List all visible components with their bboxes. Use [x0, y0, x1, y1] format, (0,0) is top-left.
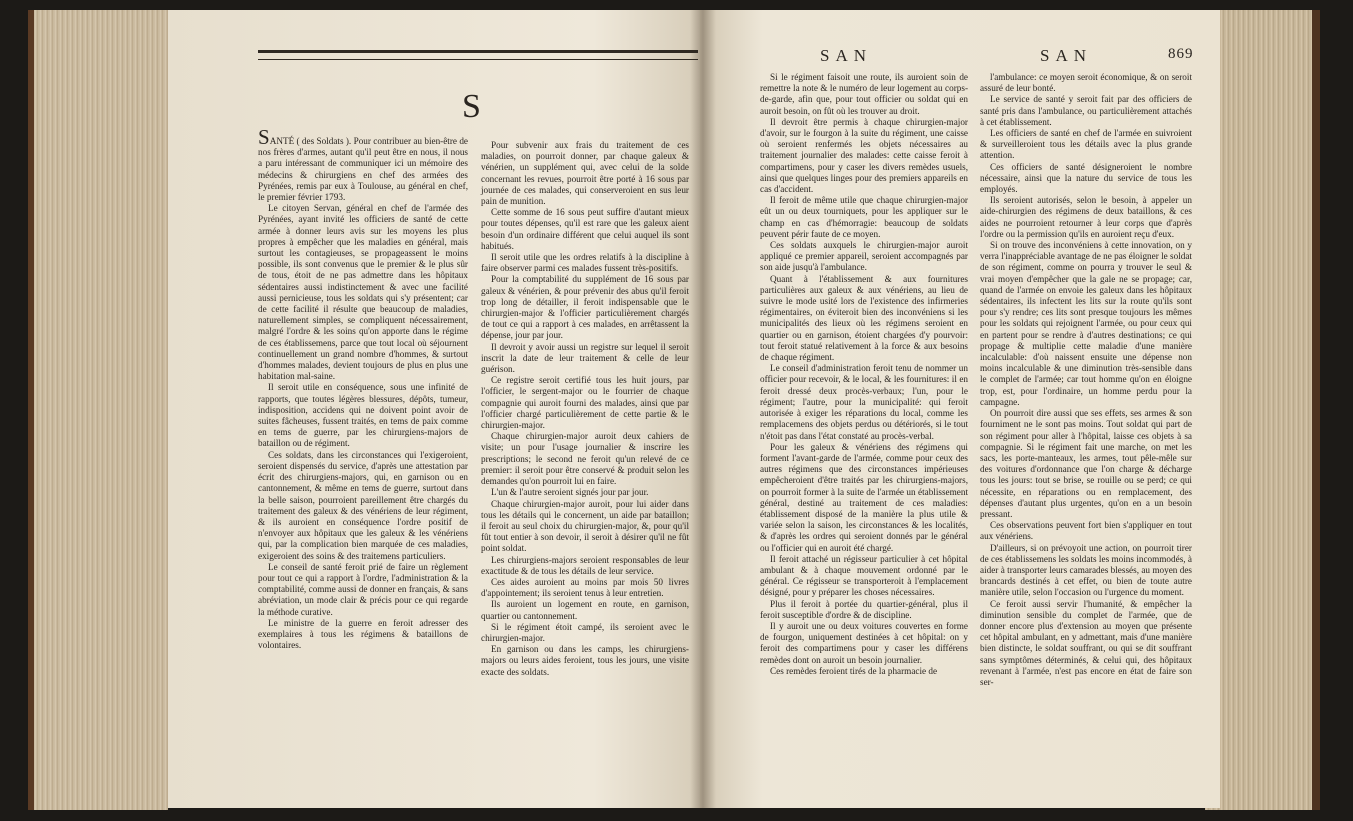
running-head-right: SAN	[1040, 46, 1093, 65]
paragraph: Ils seroient autorisés, selon le besoin, à appeler un aide-chirurgien des régimens de deux bataillons, & ces aides ne pourroient retourner à leur corps que d'après l'ordre ou la permission qu'ils en auroient reçu d'eux.	[980, 195, 1192, 239]
paragraph: Il devroit y avoir aussi un registre sur lequel il seroit inscrit la date de leur traitement & celle de leur guérison.	[481, 341, 689, 375]
paragraph: Si le régiment étoit campé, ils seroient avec le chirurgien-major.	[481, 621, 689, 643]
paragraph: Il feroit attaché un régisseur particulier à cet hôpital ambulant & à chaque mouvement ordonné par le général. Ce régisseur se transporteroit à l'emplacement désigné, pour y préparer les choses nécessaires.	[760, 553, 968, 598]
paragraph: L'un & l'autre seroient signés jour par jour.	[491, 487, 649, 498]
header-rule	[258, 50, 698, 60]
paragraph: Le conseil de santé feroit prié de faire un règlement pour tout ce qui a rapport à l'ordre, l'administration & la comptabilité, comme aussi de donner en français, & sans abréviation, un mode clair & précis pour ce qui regarde la méthode curative.	[258, 561, 468, 617]
paragraph: Chaque chirurgien-major auroit, pour lui aider dans tous les détails qui le concernent, un aide par bataillon; il feroit au seul choix du chirurgien-major, &, pour qu'il fût tout entier à son devoir, il seroit à désirer qu'il ne fût point soldat.	[481, 498, 689, 554]
paragraph: l'ambulance: ce moyen seroit économique, & on seroit assuré de leur bonté.	[980, 72, 1192, 94]
section-letter: S	[462, 88, 481, 125]
entry-heading	[258, 125, 469, 203]
paragraph: Il seroit utile que les ordres relatifs à la discipline à faire observer parmi ces malades fussent très-positifs.	[481, 252, 689, 274]
paragraph: Il seroit utile en conséquence, sous une infinité de rapports, que toutes légères blessures, dépôts, tumeur, indisposition, accidens qui ne doivent point avoir de suites fâcheuses, fussent traités, en tems de paix comme en tems de guerre, par les chirurgiens-majors de bataillon ou de régiment.	[258, 382, 468, 449]
entry-title: ANTÉ ( des Soldats ).	[269, 136, 352, 146]
paragraph: Ces officiers de santé désigneroient le nombre nécessaire, ainsi que la nature du service de tous les employés.	[980, 161, 1192, 195]
paragraph: Le conseil d'administration feroit tenu de nommer un officier pour recevoir, & le local, & les fournitures: il en feroit dressé deux procès-verbaux; l'un, pour le régiment; l'autre, pour la municipalité: qui feroit autorisée à exiger les réparations du local, comme les remplacemens des objets perdus ou détériorés, si le tout n'étoit pas dans l'état constaté au procès-verbal.	[760, 363, 968, 441]
paragraph: Ces soldats auxquels le chirurgien-major auroit appliqué ce premier appareil, seroient accompagnés par son aide jusqu'à l'ambulance.	[760, 240, 968, 273]
paragraph: Ce registre seroit certifié tous les huit jours, par l'officier, le sergent-major ou le fourrier de chaque compagnie qui auroit fourni des malades, ainsi que par l'officier chargé particulièrement de cette partie & le chirurgien-major.	[481, 375, 689, 431]
paragraph: Pour les galeux & vénériens des régimens qui forment l'avant-garde de l'armée, comme pour ceux des autres régimens que des circonstances impérieuses empêcheroient d'être traités par les chirurgiens-majors, on pourroit former à la suite de l'armée un établissement général, destiné au traitement de ces maladies: établissement disposé de la manière la plus utile & variée selon la saison, les circonstances & les localités, & d'après les ordres qui seroient donnés par le général ou l'officier qui en auroit été chargé.	[760, 441, 968, 553]
paragraph: Ces observations peuvent fort bien s'appliquer en tout aux vénériens.	[980, 520, 1192, 542]
book-edge-right	[1205, 10, 1320, 810]
text-column-4	[980, 72, 1192, 692]
paragraph: Ces aides auroient au moins par mois 50 livres d'appointement; ils seroient tenus à leur entretien.	[481, 576, 689, 599]
paragraph: Plus il feroit à portée du quartier-général, plus il feroit susceptible d'ordre & de discipline.	[760, 598, 968, 620]
paragraph: Les officiers de santé en chef de l'armée en suivroient & surveilleroient tous les détails avec la plus grande attention.	[980, 128, 1192, 161]
paragraph: Si le régiment faisoit une route, ils auroient soin de remettre la note & le numéro de leur logement au corps-de-garde, afin que, pour tout officier ou soldat qui en auroit besoin, on fût où les trouver au droit.	[760, 72, 968, 116]
paragraph: Le citoyen Servan, général en chef de l'armée des Pyrénées, ayant invité les officiers de santé de cette armée à donner leurs avis sur les moyens les plus propres à empêcher que les maladies en général, mais surtout les contagieuses, se propageassent le moins possible, ils sont convenus que le premier & le plus sûr de tous, étoit de ne pas admettre dans les hôpitaux sédentaires aussi indistinctement & avec une facilité aussi pernicieuse, tous les soldats qui s'y présentent; car de cette facilité il résulte que beaucoup de maladies, naturellement simples, se compliquent nécessairement, malgré l'ordre & les soins qu'on apporte dans le régime de ces établissemens, parce que tout local où séjournent continuellement un grand nombre d'hommes, & surtout d'hommes malades, devient toujours de plus en plus une habitation mal-saine.	[258, 203, 468, 382]
paragraph: On pourroit dire aussi que ses effets, ses armes & son fourniment ne le sont pas moins. Tout soldat qui part de son régiment pour aller à l'hôpital, laisse ces objets à sa compagnie. Si le régiment fait une marche, on met les sacs, les porte-manteaux, les armes, tout pêle-mêle sur des voitures d'ordonnance que l'on charge & décharge tous les jours: tout se brise, se rouille ou se perd; ce qui nécessite, en réparations ou en remplacement, des dépenses d'autant plus urgentes, qu'on en a un besoin pressant.	[980, 408, 1192, 519]
paragraph: Ces soldats, dans les circonstances qui l'exigeroient, seroient dispensés du service, d'après une attestation par écrit des chirurgiens-majors, qui, en garnison ou en cantonnement, & même en tems de guerre, surtout dans la belle saison, pourroient pareillement être chargés du traitement des galeux & des vénériens de leur régiment, & ils auroient en conséquence l'ordre positif de n'envoyer aux hôpitaux que les galeux & les vénériens qui, par la complication bien marquée de ces maladies, exigeroient des soins & des traitemens particuliers.	[258, 449, 468, 561]
running-head-left: SAN	[820, 46, 873, 65]
paragraph-text: Pour contribuer au bien-être de nos frères d'armes, autant qu'il peut être en nous, il nous a paru intéressant de communiquer ici un mémoire des médecins & chirurgiens en chef des armées des Pyrénées, remis par eux à Toulouse, au général en chef, le premier février 1793.	[258, 136, 469, 203]
paragraph: En garnison ou dans les camps, les chirurgiens-majors ou leurs aides feroient, tous les jours, une visite exacte des soldats.	[481, 644, 689, 677]
text-column-3	[760, 72, 968, 692]
paragraph: Il feroit de même utile que chaque chirurgien-major eût un ou deux tourniquets, pour les appliquer sur le champ en cas d'hémorragie: beaucoup de soldats peuvent périr faute de ce moyen.	[760, 195, 968, 239]
paragraph: D'ailleurs, si on prévoyoit une action, on pourroit tirer de ces établissemens les soldats les moins incommodés, à aider à transporter leurs camarades blessés, au moyen des brancards destinés à cet effet, ou bien de toute autre manière utile, selon l'occasion ou l'urgence du moment.	[980, 542, 1192, 598]
paragraph: Il y auroit une ou deux voitures couvertes en forme de fourgon, uniquement destinées à cet hôpital: on y feroit des compartimens pour y caser les différens remèdes dont on auroit un besoin journalier.	[760, 620, 968, 665]
page-number: 869	[1168, 46, 1194, 62]
paragraph: Ces remèdes feroient tirés de la pharmacie de	[770, 665, 938, 676]
text-column-2	[481, 140, 689, 700]
page-gutter	[690, 10, 716, 808]
paragraph: Les chirurgiens-majors seroient responsables de leur exactitude & de tous les détails de leur service.	[481, 554, 689, 576]
paragraph: Le service de santé y seroit fait par des officiers de santé pris dans l'ambulance, ou particulièrement attachés à cet établissement.	[980, 94, 1192, 127]
paragraph: Pour la comptabilité du supplément de 16 sous par galeux & vénérien, & pour prévenir des abus qu'il feroit trop long de détailler, il feroit indispensable que le chirurgien-major & l'officier particulièrement chargés de tout ce qui a rapport à ces malades, en arrêtassent la dépense, jour par jour.	[481, 274, 689, 341]
book-edge-left	[28, 10, 168, 810]
paragraph: Chaque chirurgien-major auroit deux cahiers de visite; un pour l'usage journalier & inscrire les prescriptions; le second ne feroit qu'un relevé de ce premier: il seroit pour être conservé & produit selon les demandes qu'on pourroit lui en faire.	[481, 431, 689, 487]
text-column-1	[258, 125, 469, 688]
paragraph: Ce feroit aussi servir l'humanité, & empêcher la diminution sensible du complet de l'armée, que de donner encore plus d'extension au moyen que présente cet hôpital ambulant, en y admettant, mais d'une manière bien distincte, le soldat souffrant, ou qui se dit souffrant sans symptômes déterminés, & celui qui, des hôpitaux revenant à l'armée, n'est pas encore en état de faire son ser-	[980, 598, 1192, 687]
paragraph: Ils auroient un logement en route, en garnison, quartier ou cantonnement.	[481, 599, 689, 621]
drop-cap: S	[258, 125, 270, 149]
paragraph: Pour subvenir aux frais du traitement de ces maladies, on pourroit donner, par chaque galeux & vénérien, un supplément qui, avec celui de la solde concernant les revues, pourroit être porté à 16 sous par journée de ces malades, qui conserveroient en sus leur pain de munition.	[481, 140, 689, 207]
paragraph: Cette somme de 16 sous peut suffire d'autant mieux pour toutes dépenses, qu'il est rare que les galeux aient besoin d'un ordinaire différent que celui auquel ils sont habitués.	[481, 207, 689, 251]
paragraph: Quant à l'établissement & aux fournitures particulières aux galeux & aux vénériens, au lieu de suivre le mode usité lors de l'existence des infirmeries régimentaires, on éviteroit bien des inconvéniens si les municipalités des lieux où les régimens seroient en quartier ou en garnison, étoient chargées d'y pourvoir: tout feroit statué relativement à la force & aux besoins de chaque régiment.	[760, 273, 968, 363]
paragraph: Il devroit être permis à chaque chirurgien-major d'avoir, sur le fourgon à la suite du régiment, une caisse où seroient renfermés les objets nécessaires au traitement journalier des malades: cette caisse feroit à compartimens, pour y caser les divers remèdes usuels, ainsi que quelques linges pour des premiers appareils en cas d'accident.	[760, 116, 968, 195]
paragraph: Si on trouve des inconvéniens à cette innovation, on y verra l'inappréciable avantage de ne pas éloigner le soldat de son régiment, comme on pourra y trouver le seul & vrai moyen d'empêcher que la gale ne se propage; car, quand de l'armée on envoie les galeux dans les hôpitaux sédentaires, ils infectent les lits sur la route qu'ils sont pour s'y rendre; ces lits sont presque toujours les mêmes pour les soldats qui rejoignent l'armée, ou pour ceux qui en partent pour se rendre à d'autres destinations; ce qui propage & multiplie cette maladie d'une manière incalculable: d'où naissent ensuite une dépense non moins incalculable & une diminution très-sensible dans le complet de l'armée; car tout homme qu'on en éloigne trop, est, pour l'ordinaire, un homme perdu pour la campagne.	[980, 240, 1192, 407]
paragraph: Le ministre de la guerre en feroit adresser des exemplaires à tous les régimens & bataillons de volontaires.	[258, 617, 468, 651]
